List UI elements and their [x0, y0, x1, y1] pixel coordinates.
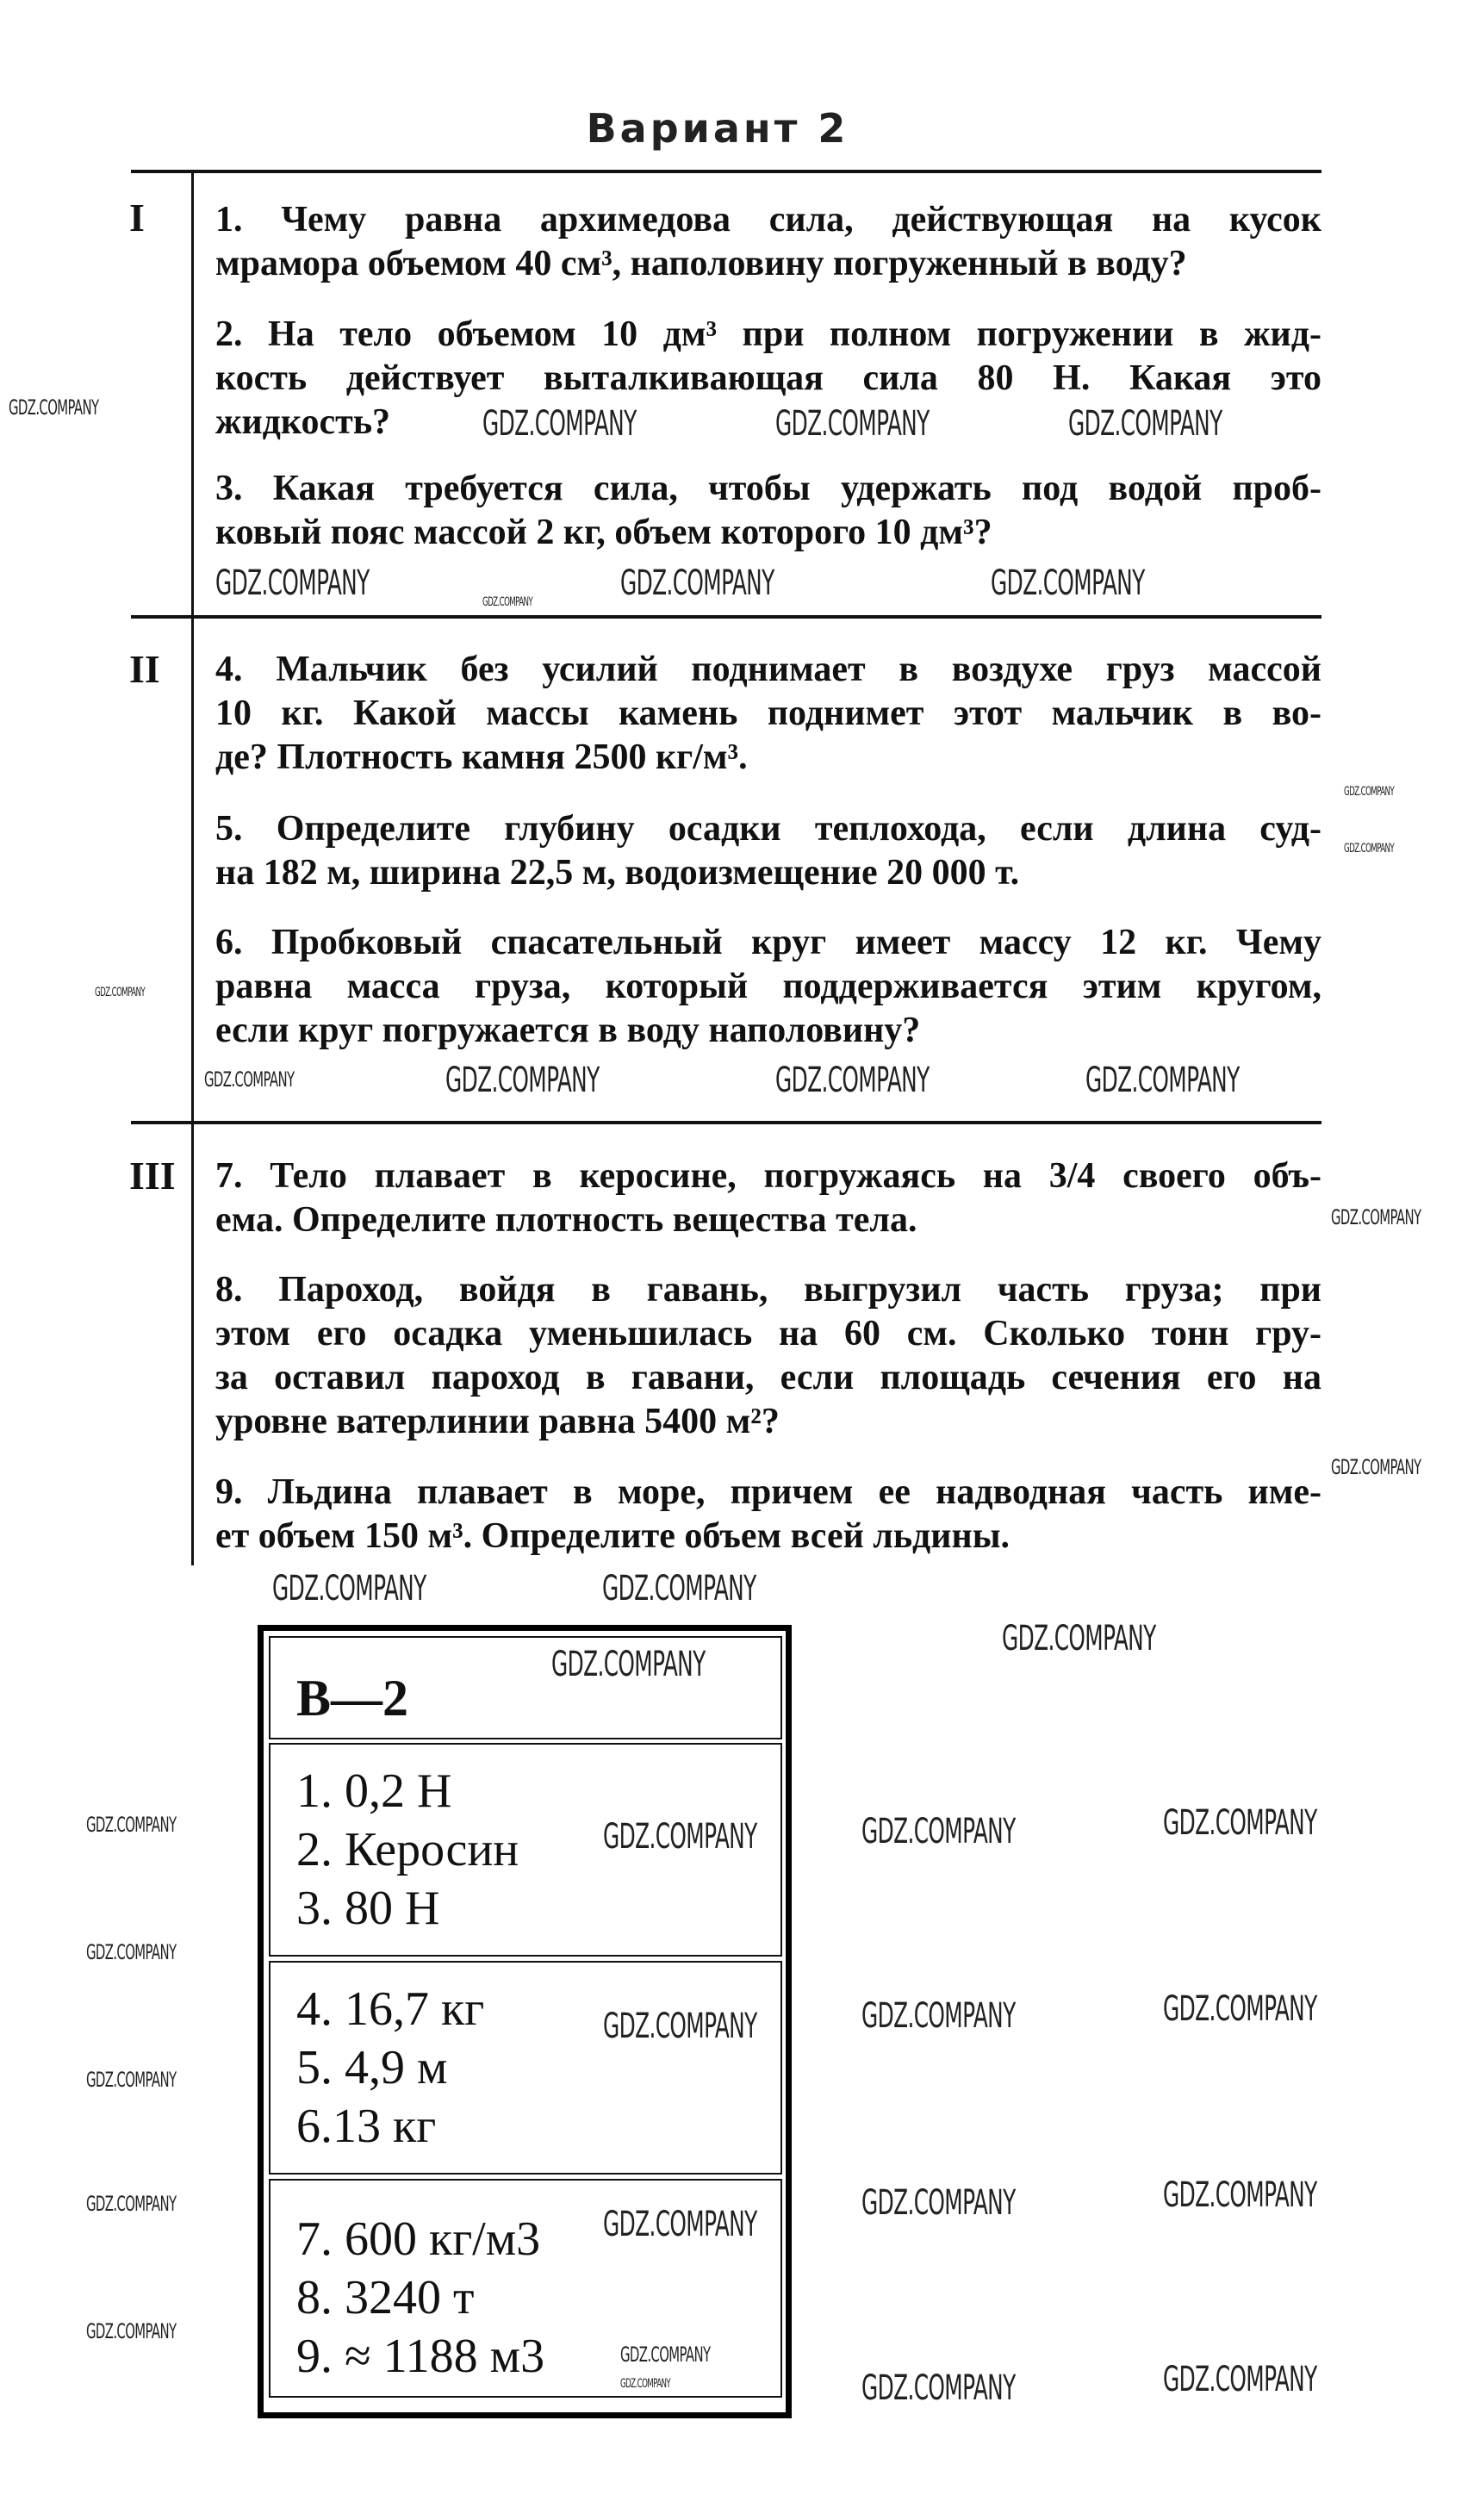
answer: 5. 4,9 м: [296, 2041, 448, 2094]
answer: 1. 0,2 Н: [296, 1764, 452, 1818]
watermark: GDZ.COMPANY: [86, 1940, 177, 1964]
watermark: GDZ.COMPANY: [775, 1061, 930, 1100]
watermark: GDZ.COMPANY: [551, 1645, 706, 1684]
question-4: [215, 648, 1321, 780]
watermark: GDZ.COMPANY: [1344, 842, 1395, 856]
question-line: ет объем 150 м³. Определите объем всей льдины.: [215, 1516, 1010, 1556]
watermark: GDZ.COMPANY: [620, 2343, 711, 2367]
question-line: 2. На тело объемом 10 дм³ при полном погружении в жид-: [215, 314, 1321, 354]
watermark: GDZ.COMPANY: [272, 1569, 426, 1608]
question-6: [215, 921, 1321, 1053]
watermark: GDZ.COMPANY: [861, 1812, 1016, 1851]
watermark: GDZ.COMPANY: [1085, 1061, 1240, 1100]
watermark: GDZ.COMPANY: [1002, 1619, 1156, 1658]
question-3: [215, 467, 1321, 555]
question-line: 5. Определите глубину осадки теплохода, если длина суд-: [215, 809, 1321, 849]
question-line: жидкость?: [215, 402, 391, 442]
question-line: 6. Пробковый спасательный круг имеет массу 12 кг. Чему: [215, 923, 1321, 962]
watermark: GDZ.COMPANY: [603, 1817, 757, 1857]
page-title: Вариант 2: [586, 105, 849, 152]
watermark: GDZ.COMPANY: [861, 2183, 1016, 2223]
section-label-1: I: [129, 196, 145, 240]
watermark: GDZ.COMPANY: [620, 563, 774, 603]
watermark: GDZ.COMPANY: [95, 986, 146, 999]
question-line: 8. Пароход, войдя в гавань, выгрузил часть груза; при: [215, 1270, 1321, 1310]
question-8: [215, 1268, 1321, 1444]
watermark: GDZ.COMPANY: [9, 395, 99, 420]
answer: 4. 16,7 кг: [296, 1982, 485, 2036]
watermark: GDZ.COMPANY: [1344, 785, 1395, 799]
answer: 6.13 кг: [296, 2100, 437, 2153]
watermark: GDZ.COMPANY: [1163, 2360, 1317, 2399]
watermark: GDZ.COMPANY: [215, 563, 370, 603]
question-line: этом его осадка уменьшилась на 60 см. Сколько тонн гру-: [215, 1314, 1321, 1353]
question-5: [215, 807, 1321, 895]
question-line: если круг погружается в воду наполовину?: [215, 1011, 921, 1050]
question-line: кость действует выталкивающая сила 80 Н. Какая это: [215, 358, 1321, 398]
watermark: GDZ.COMPANY: [482, 595, 533, 609]
watermark: GDZ.COMPANY: [86, 2192, 177, 2216]
answer: 7. 600 кг/м3: [296, 2212, 541, 2266]
question-line: 10 кг. Какой массы камень поднимет этот мальчик в во-: [215, 694, 1321, 733]
question-line: уровне ватерлинии равна 5400 м²?: [215, 1402, 780, 1441]
answer: 3. 80 Н: [296, 1882, 440, 1935]
question-line: за оставил пароход в гавани, если площадь сечения его на: [215, 1358, 1321, 1397]
watermark: GDZ.COMPANY: [86, 1813, 177, 1837]
answer: 9. ≈ 1188 м3: [296, 2330, 545, 2383]
question-line: ема. Определите плотность вещества тела.: [215, 1200, 917, 1240]
watermark: GDZ.COMPANY: [482, 404, 637, 444]
watermark: GDZ.COMPANY: [204, 1067, 295, 1092]
watermark: GDZ.COMPANY: [445, 1061, 600, 1100]
question-line: на 182 м, ширина 22,5 м, водоизмещение 20 000 т.: [215, 853, 1020, 893]
watermark: GDZ.COMPANY: [861, 2368, 1016, 2408]
watermark: GDZ.COMPANY: [620, 2377, 671, 2391]
watermark: GDZ.COMPANY: [1331, 1205, 1421, 1229]
question-line: 3. Какая требуется сила, чтобы удержать под водой проб-: [215, 469, 1321, 508]
divider-section-3: [131, 1121, 1321, 1124]
section-label-3: III: [129, 1154, 176, 1198]
question-line: 4. Мальчик без усилий поднимает в воздухе груз массой: [215, 650, 1321, 689]
answers-group-2: [269, 1961, 782, 2175]
watermark: GDZ.COMPANY: [603, 2205, 757, 2244]
column-divider: [191, 171, 194, 1565]
answer: 2. Керосин: [296, 1823, 519, 1876]
watermark: GDZ.COMPANY: [991, 563, 1145, 603]
section-label-2: II: [129, 647, 160, 691]
watermark: GDZ.COMPANY: [86, 2068, 177, 2092]
question-1: [215, 198, 1321, 286]
question-9: [215, 1471, 1321, 1559]
watermark: GDZ.COMPANY: [1068, 404, 1222, 444]
watermark: GDZ.COMPANY: [1163, 1803, 1317, 1843]
watermark: GDZ.COMPANY: [775, 404, 930, 444]
watermark: GDZ.COMPANY: [602, 1569, 756, 1608]
question-line: 7. Тело плавает в керосине, погружаясь на 3/4 своего объ-: [215, 1156, 1321, 1196]
divider-section-2: [131, 615, 1321, 619]
watermark: GDZ.COMPANY: [603, 2007, 757, 2046]
watermark: GDZ.COMPANY: [1331, 1455, 1421, 1479]
question-line: 1. Чему равна архимедова сила, действующая на кусок: [215, 200, 1321, 240]
watermark: GDZ.COMPANY: [1163, 1989, 1317, 2029]
divider-top: [131, 170, 1321, 173]
watermark: GDZ.COMPANY: [861, 1996, 1016, 2036]
answers-header: В—2: [296, 1670, 409, 1727]
question-line: 9. Льдина плавает в море, причем ее надводная часть име-: [215, 1472, 1321, 1512]
question-7: [215, 1154, 1321, 1242]
answer: 8. 3240 т: [296, 2271, 475, 2324]
watermark: GDZ.COMPANY: [1163, 2175, 1317, 2215]
watermark: GDZ.COMPANY: [86, 2319, 177, 2343]
question-line: мрамора объемом 40 см³, наполовину погруженный в воду?: [215, 244, 1187, 283]
question-line: равна масса груза, который поддерживается этим кругом,: [215, 967, 1321, 1006]
question-line: де? Плотность камня 2500 кг/м³.: [215, 737, 748, 777]
question-line: ковый пояс массой 2 кг, объем которого 10 дм³?: [215, 513, 992, 552]
